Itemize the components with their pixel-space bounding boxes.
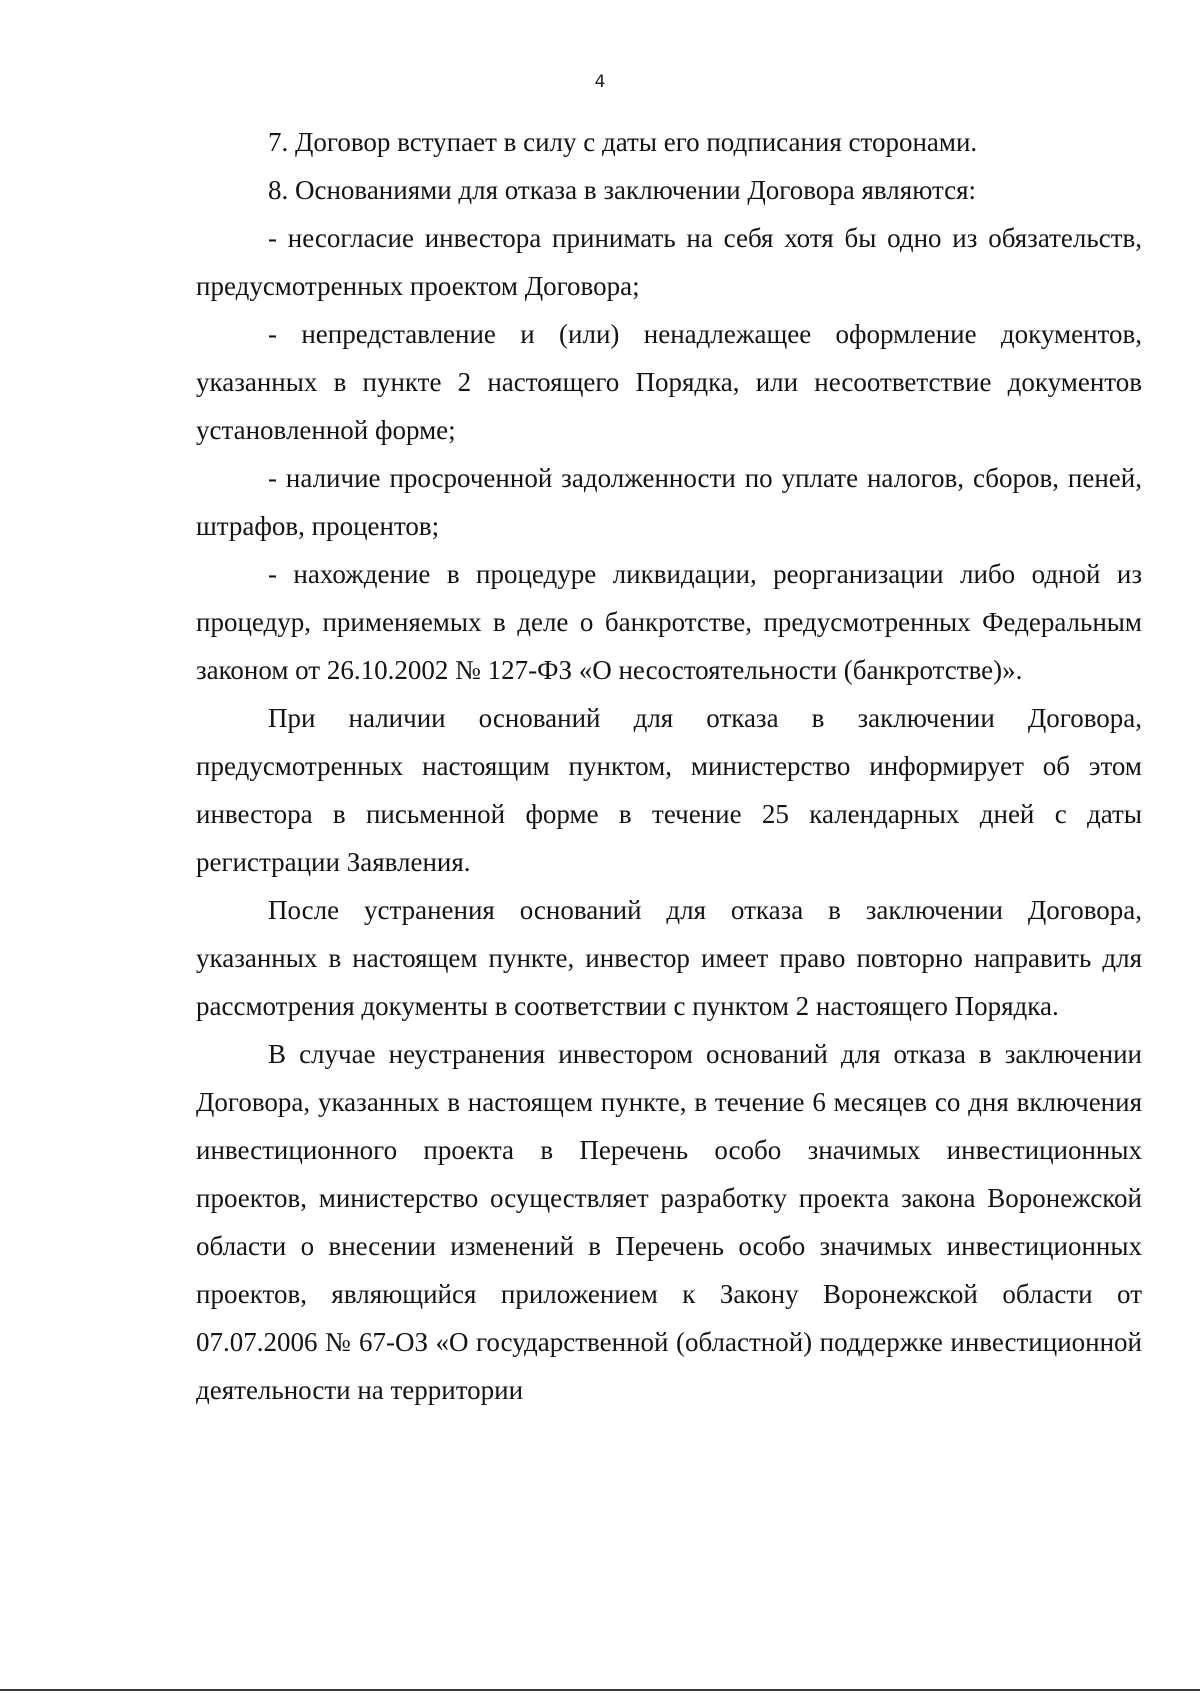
- paragraph-refusal-ground-debt: - наличие просроченной задолженности по уплате налогов, сборов, пеней, штрафов, процентов;: [196, 463, 1142, 541]
- paragraph-refusal-ground-disagreement: - несогласие инвестора принимать на себя хотя бы одно из обязательств, предусмотренных проектом Договора;: [196, 223, 1142, 301]
- document-body: [196, 118, 1142, 1414]
- paragraph-notification: При наличии оснований для отказа в заключении Договора, предусмотренных настоящим пунктом, министерство информирует об этом инвестора в письменной форме в течение 25 календарных дней с даты регистрации Заявления.: [196, 703, 1142, 877]
- paragraph-refusal-ground-documents: - непредставление и (или) ненадлежащее оформление документов, указанных в пункте 2 настоящего Порядка, или несоответствие документов установленной форме;: [196, 319, 1142, 445]
- paragraph-clause-7: 7. Договор вступает в силу с даты его подписания сторонами.: [268, 127, 978, 157]
- bottom-rule: [0, 1689, 1200, 1691]
- paragraph-clause-8: 8. Основаниями для отказа в заключении Договора являются:: [268, 175, 977, 205]
- paragraph-non-elimination: В случае неустранения инвестором оснований для отказа в заключении Договора, указанных в настоящем пункте, в течение 6 месяцев со дня включения инвестиционного проекта в Перечень особо значимых инвестиционных проектов, министерство осуществляет разработку проекта закона Воронежской области о внесении изменений в Перечень особо значимых инвестиционных проектов, являющийся приложением к Закону Воронежской области от 07.07.2006 № 67-ОЗ «О государственной (областной) поддержке инвестиционной деятельности на территории: [196, 1039, 1142, 1405]
- page-number: 4: [594, 72, 606, 92]
- paragraph-refusal-ground-liquidation: - нахождение в процедуре ликвидации, реорганизации либо одной из процедур, применяемых в деле о банкротстве, предусмотренных Федеральным законом от 26.10.2002 № 127-ФЗ «О несостоятельности (банкротстве)».: [196, 559, 1142, 685]
- paragraph-resubmission: После устранения оснований для отказа в заключении Договора, указанных в настоящем пункте, инвестор имеет право повторно направить для рассмотрения документы в соответствии с пунктом 2 настоящего Порядка.: [196, 895, 1142, 1021]
